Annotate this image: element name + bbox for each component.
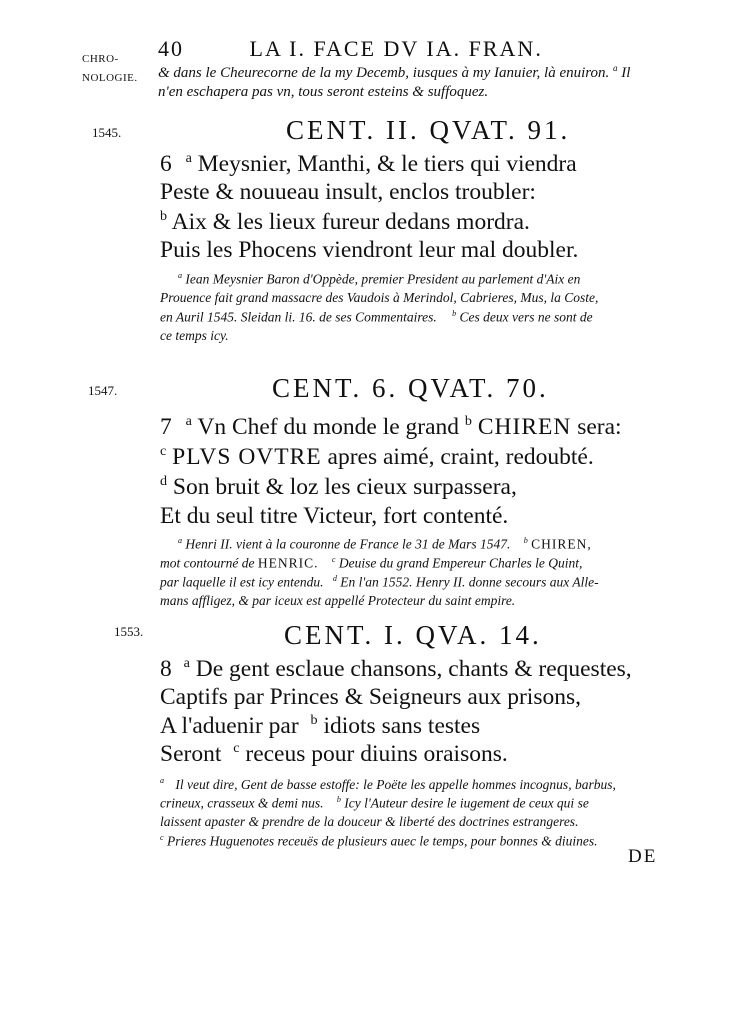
note-mark: b	[336, 795, 341, 804]
cent-heading-1: CENT. II. QVAT. 91.	[286, 115, 571, 145]
verse-6-line-3	[160, 208, 530, 236]
note-mark: d	[160, 473, 168, 489]
note-text-smallcaps: HENRIC.	[257, 555, 319, 571]
verse-text: A l'aduenir par	[160, 712, 299, 739]
verse-text: idiots sans testes	[323, 712, 481, 739]
note-7-line-4: mans affligez, & par iceux est appellé Protecteur du saint empire.	[160, 593, 516, 608]
verse-text: Vn Chef du monde le grand	[197, 413, 460, 440]
verse-text: Aix & les lieux fureur dedans mordra.	[171, 208, 530, 235]
note-text: Deuise du grand Empereur Charles le Quint,	[338, 555, 583, 571]
verse-7-line-4: Et du seul titre Victeur, fort contenté.	[160, 503, 509, 529]
note-text: Iean Meysnier Baron d'Oppède, premier President au parlement d'Aix en	[185, 271, 581, 287]
note-text: crineux, crasseux & demi nus.	[160, 795, 324, 811]
note-6-line-1	[178, 271, 580, 288]
note-mark: a	[613, 63, 618, 73]
verse-text: Meysnier, Manthi, & le tiers qui viendra	[197, 150, 577, 177]
quatrain-number: 7	[160, 413, 172, 440]
cent-heading-2: CENT. 6. QVAT. 70.	[272, 373, 549, 403]
note-text: Icy l'Auteur desire le iugement de ceux qui se	[344, 795, 589, 811]
note-text: En l'an 1552. Henry II. donne secours aux Alle-	[340, 574, 599, 590]
verse-text: Seront	[160, 740, 222, 767]
note-mark: c	[160, 443, 167, 459]
verse-text: Son bruit & loz les cieux surpassera,	[172, 473, 517, 500]
note-mark: b	[523, 536, 528, 545]
note-mark: a	[185, 413, 192, 429]
note-mark: a	[185, 150, 192, 166]
note-text-smallcaps: CHIREN,	[531, 536, 592, 552]
margin-chronologie-2: NOLOGIE.	[82, 72, 138, 84]
note-mark: a	[178, 536, 183, 545]
note-6-line-3	[160, 309, 593, 326]
note-text: Ces deux vers ne sont de	[459, 309, 593, 325]
note-6-line-2: Prouence fait grand massacre des Vaudois à Merindol, Cabrieres, Mus, la Coste,	[160, 290, 599, 305]
note-mark: c	[160, 833, 164, 842]
verse-7-line-1	[160, 413, 622, 441]
note-text: en Auril 1545. Sleidan li. 16. de ses Commentaires.	[160, 309, 437, 325]
note-7-line-1	[178, 536, 592, 553]
verse-6-line-4: Puis les Phocens viendront leur mal doubler.	[160, 237, 579, 263]
verse-7-line-3	[160, 473, 517, 501]
note-text: mot contourné de	[160, 555, 255, 571]
header-note-line-2: n'en eschapera pas vn, tous seront esteins & suffoquez.	[158, 84, 489, 100]
note-mark: d	[332, 574, 337, 583]
verse-text-smallcaps: PLVS OVTRE	[172, 443, 322, 470]
verse-8-line-2: Captifs par Princes & Seigneurs aux prisons,	[160, 684, 581, 710]
quatrain-number: 6	[160, 150, 172, 177]
year-1553: 1553.	[114, 624, 144, 639]
note-text: Il veut dire, Gent de basse estoffe: le Poëte les appelle hommes incognus, barbus,	[175, 776, 616, 792]
note-8-line-4	[160, 833, 598, 850]
note-8-line-2	[160, 795, 589, 812]
page-number: 40	[158, 36, 184, 61]
note-7-line-2	[160, 555, 582, 572]
note-mark: b	[160, 208, 168, 224]
cent-heading-3: CENT. I. QVA. 14.	[284, 620, 542, 650]
verse-text: apres aimé, craint, redoubté.	[327, 443, 594, 470]
note-mark: a	[178, 271, 183, 280]
year-1545: 1545.	[92, 125, 122, 140]
note-text: Prieres Huguenotes receuës de plusieurs auec le temps, pour bonnes & diuines.	[166, 833, 598, 849]
note-mark: c	[331, 555, 336, 564]
note-8-line-1	[160, 776, 616, 793]
note-mark: b	[310, 712, 318, 728]
verse-6-line-1	[160, 150, 577, 178]
note-text: Henri II. vient à la couronne de France le 31 de Mars 1547.	[185, 536, 511, 552]
verse-7-line-2	[160, 443, 594, 471]
verse-8-line-4	[160, 740, 508, 768]
note-mark: a	[160, 776, 165, 785]
note-8-line-3: laissent apaster & prendre de la douceur & liberté des doctrines estrangeres.	[160, 814, 579, 829]
note-6-line-4: ce temps icy.	[160, 328, 229, 343]
note-mark: b	[464, 413, 472, 429]
note-mark: b	[452, 309, 457, 318]
verse-text: sera:	[577, 413, 622, 440]
header-note-line-1	[158, 63, 630, 82]
verse-text-smallcaps: CHIREN	[477, 413, 572, 440]
verse-6-line-2: Peste & nouueau insult, enclos troubler:	[160, 179, 536, 205]
verse-8-line-1	[160, 655, 632, 683]
header-note-cont: Il	[621, 65, 631, 81]
margin-chronologie-1: CHRO-	[82, 53, 119, 65]
verse-8-line-3	[160, 712, 480, 740]
header-note-text: & dans le Cheurecorne de la my Decemb, iusques à my Ianuier, là enuiron.	[158, 65, 610, 81]
note-7-line-3	[160, 574, 599, 591]
verse-text: De gent esclaue chansons, chants & requestes,	[195, 655, 632, 682]
running-header	[158, 36, 543, 62]
running-title: LA I. FACE DV IA. FRAN.	[249, 36, 543, 61]
quatrain-number: 8	[160, 655, 172, 682]
note-mark: a	[183, 655, 190, 671]
note-text: par laquelle il est icy entendu.	[160, 574, 324, 590]
catchword: DE	[628, 846, 658, 867]
verse-text: receus pour diuins oraisons.	[245, 740, 508, 767]
note-mark: c	[233, 740, 240, 756]
year-1547: 1547.	[88, 383, 118, 398]
